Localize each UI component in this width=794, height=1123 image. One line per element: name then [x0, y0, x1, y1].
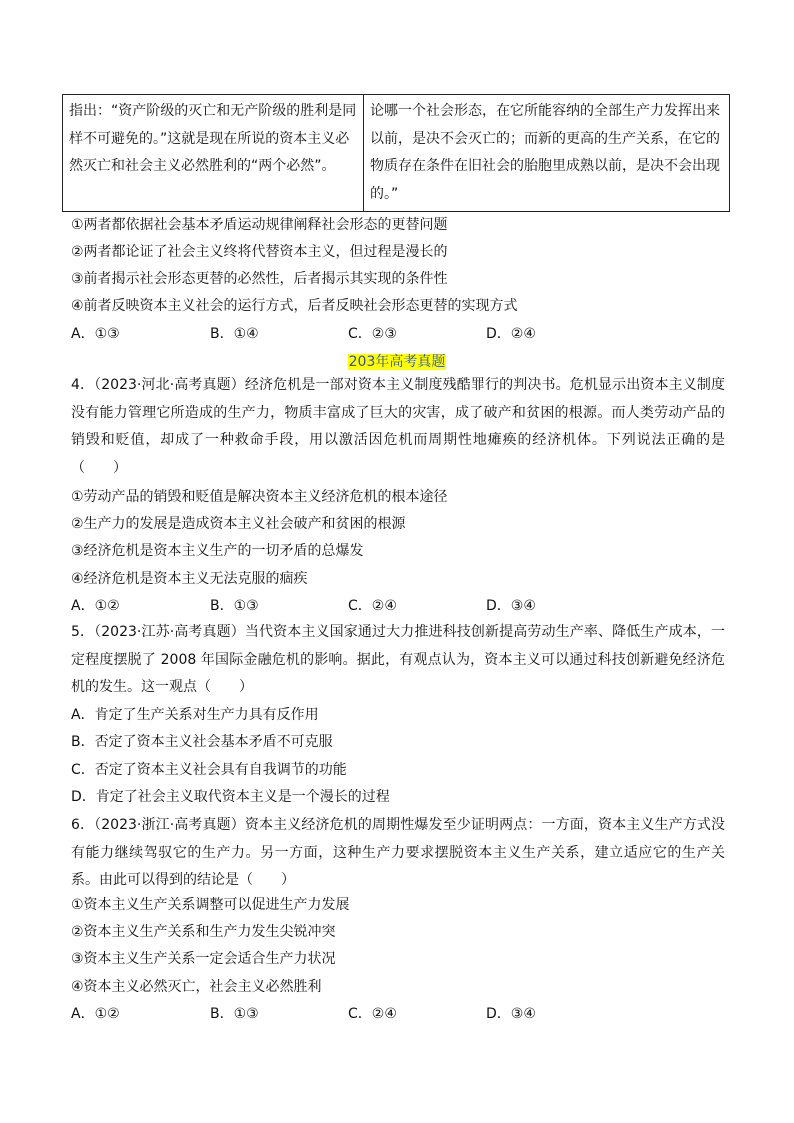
quote-right-cell: 论哪一个社会形态，在它所能容纳的全部生产力发挥出来以前，是决不会灭亡的；而新的更高的生产关系，在它的物质存在条件在旧社会的胎胞里成熟以前，是决不会出现的。” — [364, 95, 730, 212]
q3-option-d: D．②④ — [486, 326, 536, 342]
q5-option-b: B．否定了资本主义社会基本矛盾不可克服 — [71, 734, 333, 750]
q3-option-c: C．②③ — [348, 326, 397, 342]
quote-left-cell: 指出：“资产阶级的灭亡和无产阶级的胜利是同样不可避免的。”这就是现在所说的资本主义必然灭亡和社会主义必然胜利的“两个必然”。 — [63, 95, 364, 212]
q4-option-c: C．②④ — [348, 598, 397, 614]
q5-option-d: D．肯定了社会主义取代资本主义是一个漫长的过程 — [71, 789, 390, 805]
q6-item-1: ①资本主义生产关系调整可以促进生产力发展 — [71, 897, 350, 913]
q3-item-4: ④前者反映资本主义社会的运行方式，后者反映社会形态更替的实现方式 — [71, 298, 518, 314]
q6-option-b: B．①③ — [210, 1006, 259, 1022]
q6-stem: 6．（2023·浙江·高考真题）资本主义经济危机的周期性爆发至少证明两点：一方面，资本主义生产方式没有能力继续驾驭它的生产力。另一方面，这种生产力要求摆脱资本主义生产关系，建立适应它的生产关系。由此可以得到的结论是（ ） — [71, 817, 725, 888]
q6-item-2: ②资本主义生产关系和生产力发生尖锐冲突 — [71, 924, 336, 940]
q4-item-2: ②生产力的发展是造成资本主义社会破产和贫困的根源 — [71, 516, 406, 532]
q6-item-3: ③资本主义生产关系一定会适合生产力状况 — [71, 951, 336, 967]
quote-table — [62, 94, 730, 212]
q4-item-4: ④经济危机是资本主义无法克服的痼疾 — [71, 571, 308, 587]
q4-stem: 4．（2023·河北·高考真题）经济危机是一部对资本主义制度残酷罪行的判决书。危机显示出资本主义制度没有能力管理它所造成的生产力，物质丰富成了巨大的灾害，成了破产和贫困的根源。而人类劳动产品的销毁和贬值，却成了一种救命手段，用以激活因危机而周期性地瘫痪的经济机体。下列说法正确的是（ ） — [71, 377, 725, 476]
q4-item-1: ①劳动产品的销毁和贬值是解决资本主义经济危机的根本途径 — [71, 489, 448, 505]
q3-option-b: B．①④ — [210, 326, 259, 342]
q6-item-4: ④资本主义必然灭亡，社会主义必然胜利 — [71, 979, 322, 995]
q6-option-c: C．②④ — [348, 1006, 397, 1022]
q4-option-d: D．③④ — [486, 598, 536, 614]
section-title-text: 203年高考真题 — [348, 354, 446, 370]
q4-option-a: A．①② — [71, 598, 120, 614]
section-title — [0, 352, 794, 372]
q4-item-3: ③经济危机是资本主义生产的一切矛盾的总爆发 — [71, 543, 364, 559]
q4-option-b: B．①③ — [210, 598, 259, 614]
q5-option-a: A．肯定了生产关系对生产力具有反作用 — [71, 707, 319, 723]
q3-option-a: A．①③ — [71, 326, 120, 342]
q5-stem: 5．（2023·江苏·高考真题）当代资本主义国家通过大力推进科技创新提高劳动生产率、降低生产成本，一定程度摆脱了 2008 年国际金融危机的影响。据此，有观点认为，资本主义可以通过科技创新避免经济危机的发生。这一观点（ ） — [71, 624, 725, 695]
q3-item-2: ②两者都论证了社会主义终将代替资本主义，但过程是漫长的 — [71, 244, 448, 260]
q6-option-a: A．①② — [71, 1006, 120, 1022]
q6-option-d: D．③④ — [486, 1006, 536, 1022]
q3-item-3: ③前者揭示社会形态更替的必然性，后者揭示其实现的条件性 — [71, 271, 448, 287]
q5-option-c: C．否定了资本主义社会具有自我调节的功能 — [71, 762, 347, 778]
q3-item-1: ①两者都依据社会基本矛盾运动规律阐释社会形态的更替问题 — [71, 217, 448, 233]
